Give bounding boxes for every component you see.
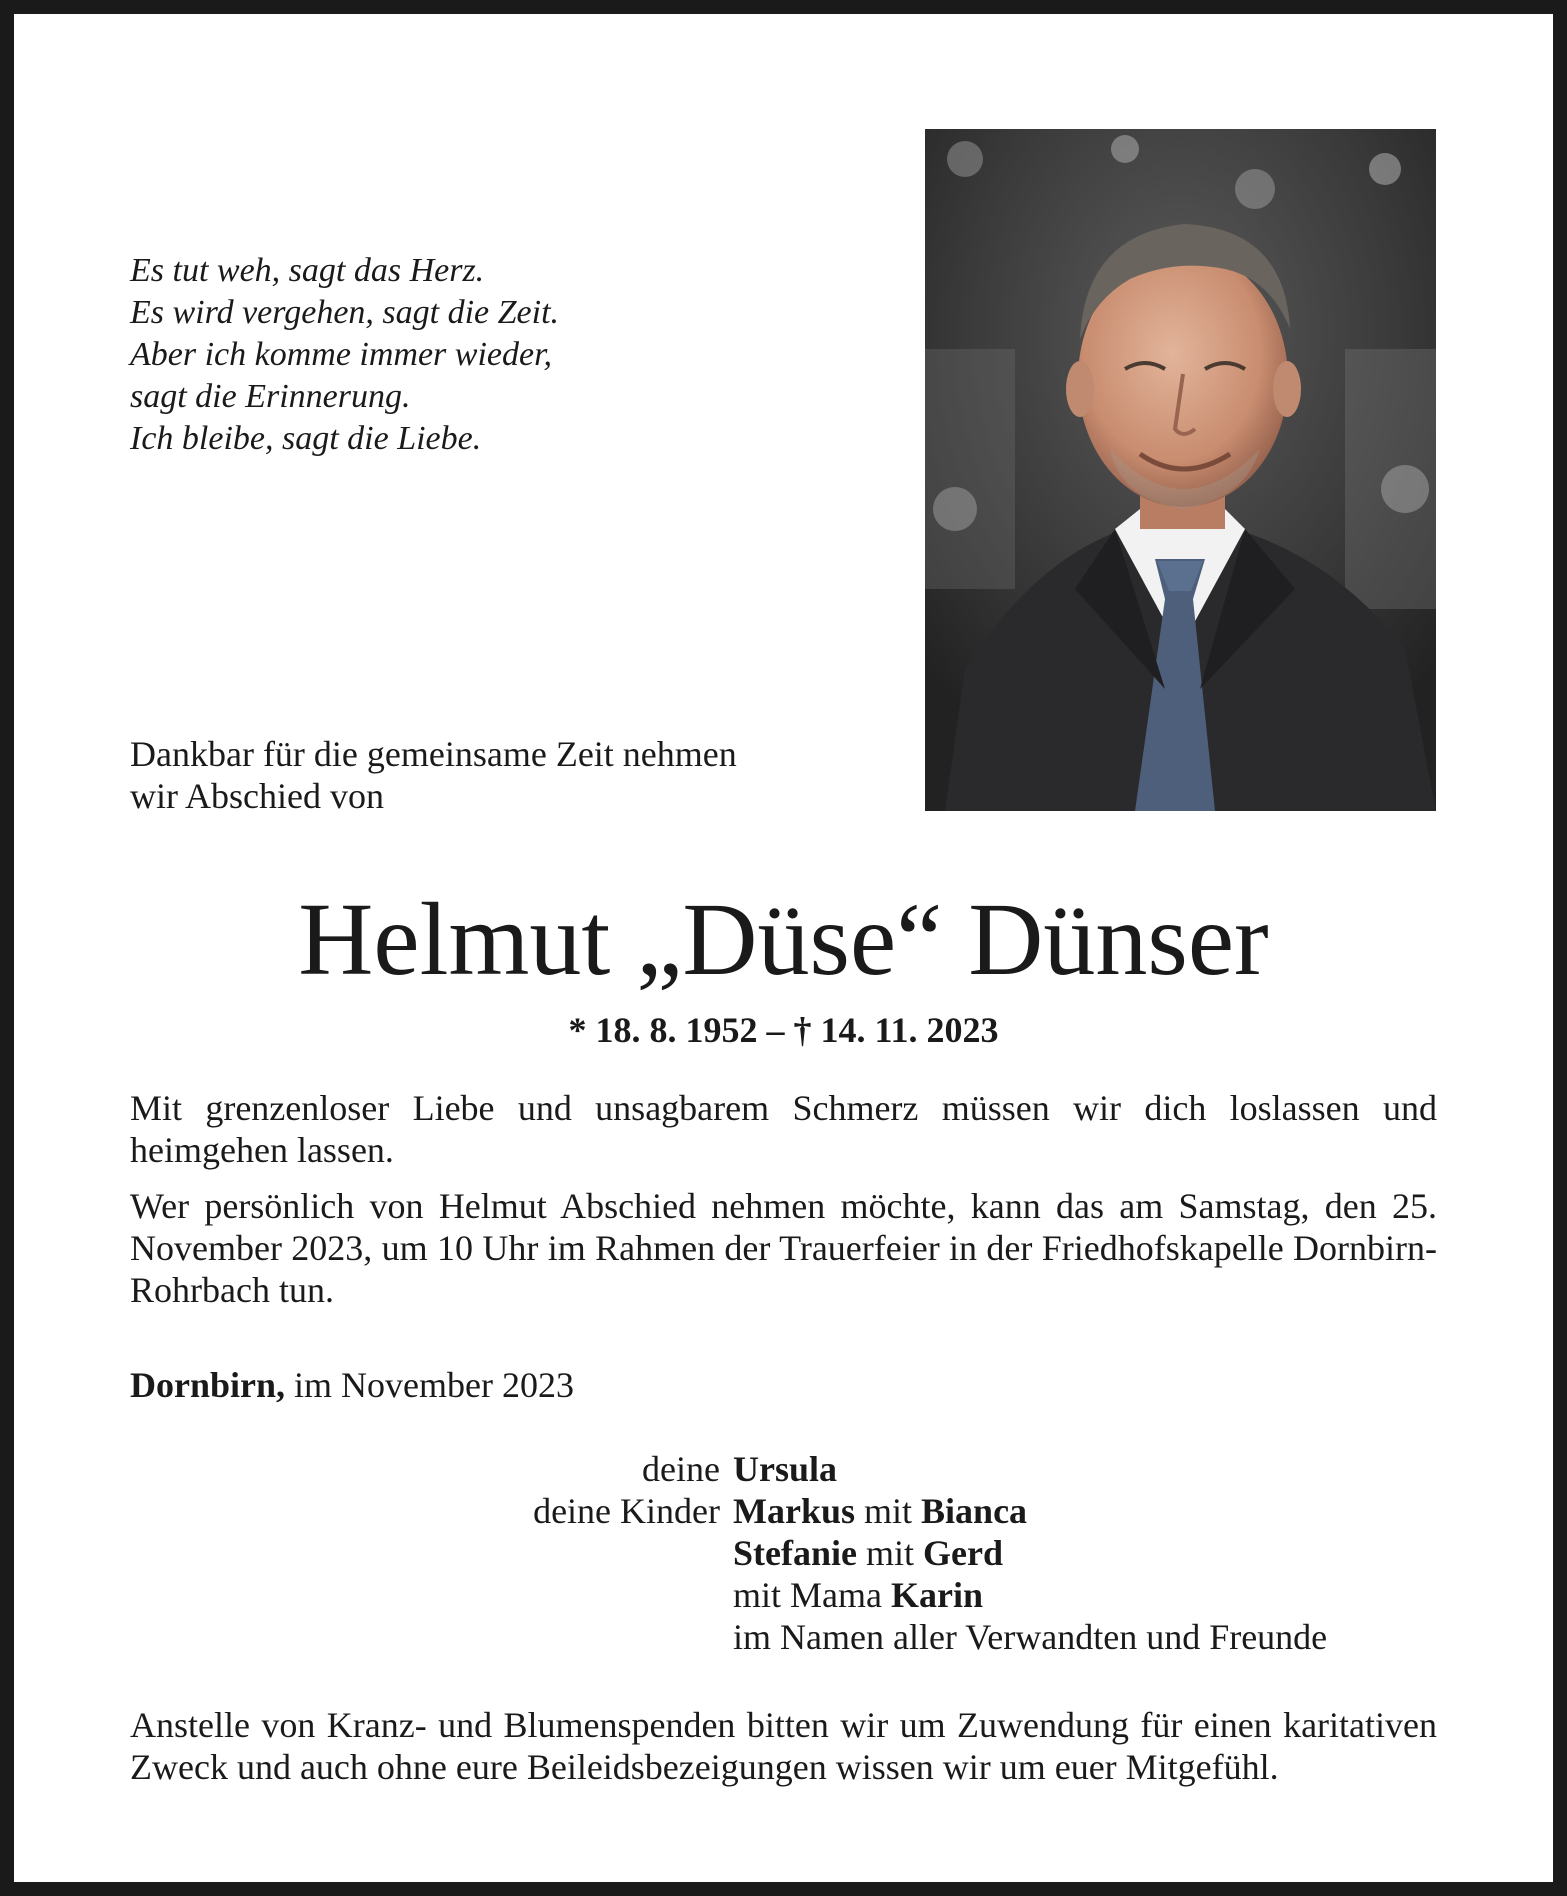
signer-prefix: mit Mama — [733, 1575, 891, 1615]
poem-line: Ich bleibe, sagt die Liebe. — [130, 420, 482, 457]
signer-name: Bianca — [921, 1491, 1028, 1531]
paragraph-farewell: Mit grenzenloser Liebe und unsagbarem Schmerz müssen wir dich loslassen und heimgehen lassen. — [130, 1088, 1437, 1170]
poem-line: Es wird vergehen, sagt die Zeit. — [130, 294, 560, 331]
paragraph-ceremony: Wer persönlich von Helmut Abschied nehmen möchte, kann das am Samstag, den 25. November 2023, um 10 Uhr im Rahmen der Trauerfeier in der Friedhofskapelle Dornbirn-Rohrbach tun. — [130, 1186, 1437, 1310]
signer-connector: mit — [856, 1533, 923, 1573]
signer-closing: im Namen aller Verwandten und Freunde — [733, 1617, 1328, 1657]
signer-connector: mit — [855, 1491, 922, 1531]
intro-line: wir Abschied von — [130, 776, 384, 816]
signer-names — [733, 1448, 837, 1490]
signer-label: deine — [642, 1449, 720, 1489]
signer-row — [0, 1616, 1567, 1658]
intro-line: Dankbar für die gemeinsame Zeit nehmen — [130, 734, 737, 774]
poem-line: Es tut weh, sagt das Herz. — [130, 252, 485, 289]
signer-name: Gerd — [923, 1533, 1003, 1573]
place-month: im November 2023 — [285, 1365, 574, 1405]
signer-label: deine Kinder — [533, 1491, 720, 1531]
signer-row — [0, 1448, 1567, 1490]
signer-row — [0, 1574, 1567, 1616]
signer-name: Karin — [890, 1575, 983, 1615]
signer-names — [733, 1574, 983, 1616]
life-dates: * 18. 8. 1952 – † 14. 11. 2023 — [568, 1010, 999, 1050]
signer-name: Stefanie — [733, 1533, 857, 1573]
place-city: Dornbirn, — [130, 1365, 286, 1405]
paragraph-donations: Anstelle von Kranz- und Blumenspenden bitten wir um Zuwendung für einen karitativen Zweck und auch ohne eure Beileidsbezeigungen wissen wir um euer Mitgefühl. — [130, 1705, 1437, 1787]
signer-row — [0, 1490, 1567, 1532]
signer-names — [733, 1490, 1027, 1532]
signer-name: Markus — [733, 1491, 856, 1531]
poem-line: Aber ich komme immer wieder, — [130, 336, 553, 373]
poem-line: sagt die Erinnerung. — [130, 378, 411, 415]
signer-name: Ursula — [733, 1449, 838, 1489]
signers-block — [0, 1448, 1567, 1658]
intro-text — [130, 733, 890, 817]
deceased-name: Helmut „Düse“ Dünser — [298, 882, 1269, 997]
signer-names — [733, 1532, 1003, 1574]
place-date — [130, 1364, 574, 1406]
signer-row — [0, 1532, 1567, 1574]
poem — [130, 250, 690, 460]
portrait-photo — [925, 129, 1436, 811]
